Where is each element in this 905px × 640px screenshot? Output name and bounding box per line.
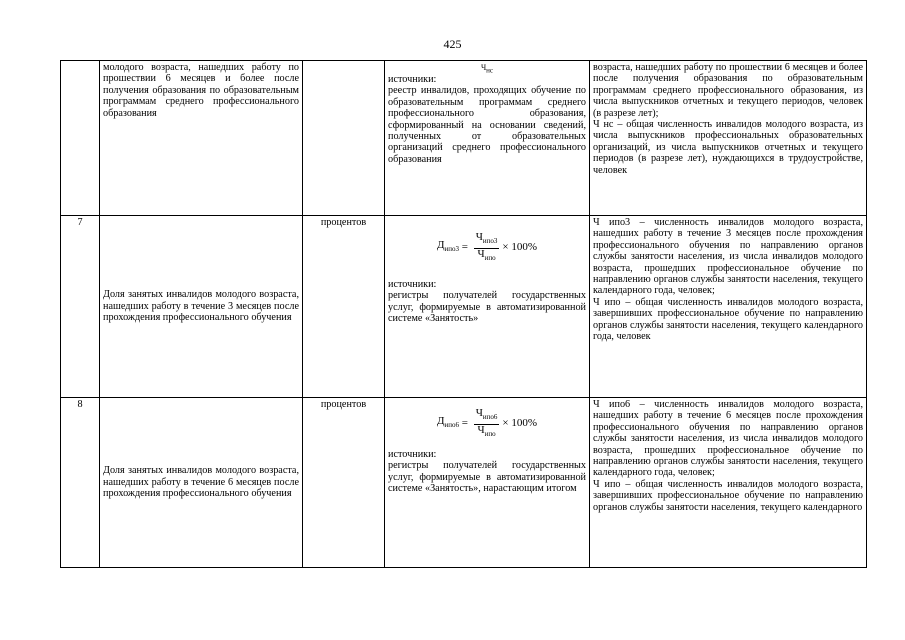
indicator-name: Доля занятых инвалидов молодого возраста, нашедших работу в течение 3 месяцев после прохождения профессионального обучения (100, 216, 303, 398)
indicator-name: молодого возраста, нашедших работу по прошествии 6 месяцев и более после получения образования по образовательным программам среднего профессионального образования (100, 61, 303, 216)
description-text-2: Ч ипо – общая численность инвалидов молодого возраста, завершивших профессиональное обучение по направлению органов службы занятости населения, текущего календарного (593, 478, 863, 513)
formula-fraction (474, 408, 500, 440)
description-text-2: Ч ипо – общая численность инвалидов молодого возраста, завершивших профессиональное обучение по направлению органов службы занятости населения, текущего календарного года, человек (593, 296, 863, 343)
indicator-name: Доля занятых инвалидов молодого возраста, нашедших работу в течение 6 месяцев после прохождения профессионального обучения (100, 398, 303, 568)
formula-top-symbol: $Ч_{нс}$ (480, 63, 494, 75)
description-cell (590, 398, 867, 568)
row-number: 7 (61, 216, 100, 398)
description-text: возраста, нашедших работу по прошествии 6 месяцев и более после получения образования по образовательным программам среднего профессионального образования, из числа выпускников отчетных и текущего периодов, человек (в разрезе лет); (593, 62, 863, 119)
table-row (61, 216, 867, 398)
unit-cell: процентов (303, 216, 385, 398)
source-label: источники: (388, 449, 437, 460)
row-number: 8 (61, 398, 100, 568)
source-text: реестр инвалидов, проходящих обучение по образовательным программам среднего профессионального образования, сформированный на основании сведений, полученных от образовательных организаций среднего профессионального образования (388, 85, 586, 165)
formula (388, 399, 586, 449)
formula-fraction (474, 232, 500, 264)
formula-numerator: $Ч_{ипо3}$ (474, 232, 500, 249)
table-row (61, 61, 867, 216)
source-text: регистры получателей государственных услуг, формируемые в автоматизированной системе «Занятость» (388, 290, 586, 325)
unit-cell: процентов (303, 398, 385, 568)
row-number (61, 61, 100, 216)
description-cell (590, 216, 867, 398)
equals-sign: = (459, 241, 471, 254)
formula (388, 217, 586, 279)
indicator-table (60, 60, 867, 568)
description-text: Ч ипо6 – численность инвалидов молодого возраста, нашедших работу в течение 6 месяцев после прохождения профессионального обучения по направлению органов службы занятости населения, из числа инвалидов молодого возраста, прошедших профессиональное обучение по направлению органов службы занятости населения, текущего календарного года, человек; (593, 399, 863, 479)
source-label: источники: (388, 74, 437, 85)
formula-cell (385, 216, 590, 398)
source-label: источники: (388, 279, 437, 290)
description-text-2: Ч нс – общая численность инвалидов молодого возраста, из числа выпускников профессиональных образовательных организаций, из числа выпускников отчетных и текущего периодов (в разрезе лет), нуждающихся в трудоустройстве, человек (593, 119, 863, 176)
source-text: регистры получателей государственных услуг, формируемые в автоматизированной системе «Занятость», нарастающим итогом (388, 460, 586, 495)
formula-lhs: $Д_{ипо3}$ (436, 239, 459, 254)
formula-numerator: $Ч_{ипо6}$ (474, 408, 500, 425)
description-text: Ч ипо3 – численность инвалидов молодого возраста, нашедших работу в течение 3 месяцев после прохождения профессионального обучения по направлению органов службы занятости населения, из числа инвалидов молодого возраста, прошедших профессиональное обучение по направлению органов службы занятости населения, текущего календарного года, человек; (593, 217, 863, 297)
equals-sign: = (459, 417, 471, 430)
formula-multiplier: × 100% (502, 417, 537, 430)
formula-multiplier: × 100% (502, 241, 537, 254)
formula-lhs: $Д_{ипо6}$ (436, 415, 459, 430)
formula-denominator: $Ч_{ипо}$ (477, 247, 496, 262)
formula-cell (385, 398, 590, 568)
table-row (61, 398, 867, 568)
unit-cell (303, 61, 385, 216)
formula-cell (385, 61, 590, 216)
formula-denominator: $Ч_{ипо}$ (477, 423, 496, 438)
description-cell (590, 61, 867, 216)
page-number: 425 (443, 37, 462, 51)
